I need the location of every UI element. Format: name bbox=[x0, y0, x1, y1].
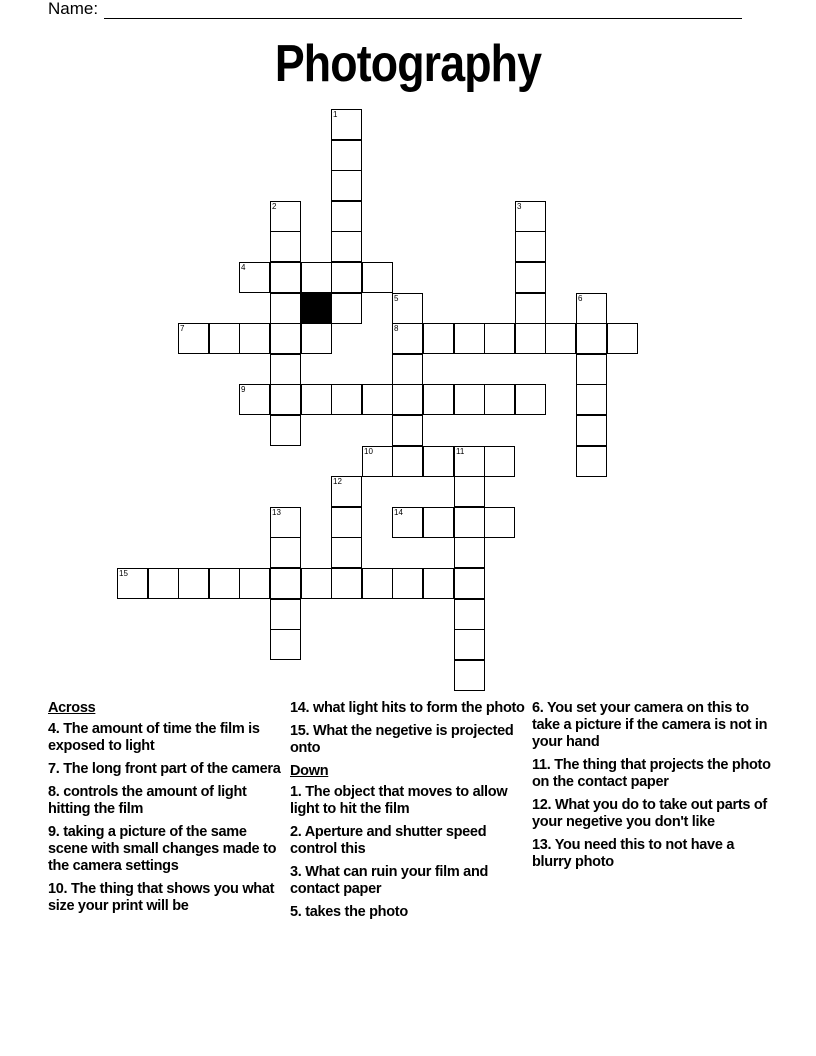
grid-cell[interactable] bbox=[331, 476, 362, 507]
clue-across-9: 9. taking a picture of the same scene with small changes made to the camera settings bbox=[48, 824, 277, 874]
clue-across-7: 7. The long front part of the camera bbox=[48, 761, 281, 777]
grid-cell[interactable] bbox=[270, 201, 301, 232]
grid-cell[interactable] bbox=[239, 262, 270, 293]
clue-down-2: 2. Aperture and shutter speed control this bbox=[290, 824, 487, 857]
grid-cell[interactable] bbox=[576, 293, 607, 324]
grid-cell[interactable] bbox=[392, 507, 423, 538]
grid-cell[interactable] bbox=[270, 354, 301, 385]
grid-cell[interactable] bbox=[454, 476, 485, 507]
clue-number: 6 bbox=[578, 294, 583, 303]
name-label: Name: bbox=[48, 0, 99, 18]
clue-number: 11 bbox=[456, 447, 465, 456]
grid-cell[interactable] bbox=[607, 323, 638, 354]
grid-cell[interactable] bbox=[270, 231, 301, 262]
grid-cell[interactable] bbox=[362, 384, 393, 415]
grid-cell[interactable] bbox=[392, 354, 423, 385]
grid-cell[interactable] bbox=[331, 384, 362, 415]
grid-cell[interactable] bbox=[392, 446, 423, 477]
grid-cell[interactable] bbox=[270, 323, 301, 354]
grid-cell[interactable] bbox=[454, 384, 485, 415]
grid-cell[interactable] bbox=[454, 323, 485, 354]
grid-cell[interactable] bbox=[301, 262, 332, 293]
down-heading: Down bbox=[290, 763, 329, 779]
clue-across-10: 10. The thing that shows you what size your print will be bbox=[48, 881, 275, 914]
grid-cell[interactable] bbox=[423, 323, 454, 354]
grid-cell[interactable] bbox=[270, 568, 301, 599]
clue-down-3: 3. What can ruin your film and contact paper bbox=[290, 864, 489, 897]
grid-cell[interactable] bbox=[454, 507, 485, 538]
grid-cell[interactable] bbox=[392, 293, 423, 324]
grid-cell[interactable] bbox=[515, 231, 546, 262]
grid-cell[interactable] bbox=[515, 384, 546, 415]
grid-cell[interactable] bbox=[576, 384, 607, 415]
clue-down-1: 1. The object that moves to allow light to hit the film bbox=[290, 784, 508, 817]
grid-cell[interactable] bbox=[362, 446, 393, 477]
clue-number: 15 bbox=[119, 569, 128, 578]
grid-cell[interactable] bbox=[484, 446, 515, 477]
grid-cell[interactable] bbox=[576, 354, 607, 385]
grid-cell[interactable] bbox=[576, 415, 607, 446]
clue-number: 8 bbox=[394, 324, 399, 333]
clue-down-11: 11. The thing that projects the photo on the contact paper bbox=[532, 757, 771, 790]
clues-column-3 bbox=[532, 700, 772, 877]
grid-cell[interactable] bbox=[239, 568, 270, 599]
clue-number: 7 bbox=[180, 324, 185, 333]
grid-cell[interactable] bbox=[484, 384, 515, 415]
clues-column-1 bbox=[48, 700, 288, 921]
grid-cell[interactable] bbox=[331, 170, 362, 201]
grid-cell[interactable] bbox=[209, 323, 240, 354]
grid-cell[interactable] bbox=[362, 262, 393, 293]
clue-across-15: 15. What the negetive is projected onto bbox=[290, 723, 514, 756]
grid-cell[interactable] bbox=[270, 629, 301, 660]
clues-column-2 bbox=[290, 700, 530, 927]
grid-cell[interactable] bbox=[392, 415, 423, 446]
clue-down-13: 13. You need this to not have a blurry photo bbox=[532, 837, 735, 870]
grid-cell[interactable] bbox=[270, 415, 301, 446]
grid-cell[interactable] bbox=[331, 537, 362, 568]
grid-cell[interactable] bbox=[301, 323, 332, 354]
clue-number: 4 bbox=[241, 263, 246, 272]
grid-cell[interactable] bbox=[454, 660, 485, 691]
grid-cell-black bbox=[301, 293, 332, 324]
grid-cell[interactable] bbox=[270, 384, 301, 415]
grid-cell[interactable] bbox=[423, 384, 454, 415]
grid-cell[interactable] bbox=[454, 537, 485, 568]
page-title: Photography bbox=[274, 35, 542, 93]
grid-cell[interactable] bbox=[576, 446, 607, 477]
grid-cell[interactable] bbox=[484, 323, 515, 354]
grid-cell[interactable] bbox=[454, 629, 485, 660]
grid-cell[interactable] bbox=[454, 446, 485, 477]
grid-cell[interactable] bbox=[270, 262, 301, 293]
grid-cell[interactable] bbox=[239, 384, 270, 415]
clue-number: 12 bbox=[333, 477, 342, 486]
grid-cell[interactable] bbox=[454, 599, 485, 630]
clue-across-4: 4. The amount of time the film is exposed to light bbox=[48, 721, 260, 754]
grid-cell[interactable] bbox=[270, 599, 301, 630]
grid-cell[interactable] bbox=[148, 568, 179, 599]
clue-number: 10 bbox=[364, 447, 373, 456]
grid-cell[interactable] bbox=[209, 568, 240, 599]
clue-number: 14 bbox=[394, 508, 403, 517]
grid-cell[interactable] bbox=[331, 109, 362, 140]
grid-cell[interactable] bbox=[331, 293, 362, 324]
clue-number: 2 bbox=[272, 202, 277, 211]
grid-cell[interactable] bbox=[301, 568, 332, 599]
grid-cell[interactable] bbox=[576, 323, 607, 354]
grid-cell[interactable] bbox=[331, 568, 362, 599]
grid-cell[interactable] bbox=[454, 568, 485, 599]
grid-cell[interactable] bbox=[423, 446, 454, 477]
grid-cell[interactable] bbox=[331, 262, 362, 293]
grid-cell[interactable] bbox=[270, 537, 301, 568]
grid-cell[interactable] bbox=[423, 507, 454, 538]
grid-cell[interactable] bbox=[545, 323, 576, 354]
clue-number: 9 bbox=[241, 385, 246, 394]
grid-cell[interactable] bbox=[301, 384, 332, 415]
grid-cell[interactable] bbox=[392, 323, 423, 354]
grid-cell[interactable] bbox=[178, 323, 209, 354]
clue-number: 13 bbox=[272, 508, 281, 517]
clue-across-8: 8. controls the amount of light hitting the film bbox=[48, 784, 247, 817]
grid-cell[interactable] bbox=[331, 507, 362, 538]
grid-cell[interactable] bbox=[392, 568, 423, 599]
grid-cell[interactable] bbox=[270, 293, 301, 324]
clue-down-6: 6. You set your camera on this to take a picture if the camera is not in your hand bbox=[532, 700, 768, 750]
grid-cell[interactable] bbox=[331, 201, 362, 232]
grid-cell[interactable] bbox=[117, 568, 148, 599]
grid-cell[interactable] bbox=[392, 384, 423, 415]
grid-cell[interactable] bbox=[515, 293, 546, 324]
grid-cell[interactable] bbox=[362, 568, 393, 599]
clue-number: 3 bbox=[517, 202, 522, 211]
grid-cell[interactable] bbox=[270, 507, 301, 538]
grid-cell[interactable] bbox=[515, 201, 546, 232]
grid-cell[interactable] bbox=[423, 568, 454, 599]
clue-down-12: 12. What you do to take out parts of your negetive you don't like bbox=[532, 797, 767, 830]
grid-cell[interactable] bbox=[331, 231, 362, 262]
clue-across-14: 14. what light hits to form the photo bbox=[290, 700, 525, 716]
clue-number: 1 bbox=[333, 110, 338, 119]
grid-cell[interactable] bbox=[484, 507, 515, 538]
grid-cell[interactable] bbox=[331, 140, 362, 171]
grid-cell[interactable] bbox=[515, 262, 546, 293]
grid-cell[interactable] bbox=[515, 323, 546, 354]
clue-down-5: 5. takes the photo bbox=[290, 904, 408, 920]
clue-number: 5 bbox=[394, 294, 399, 303]
grid-cell[interactable] bbox=[239, 323, 270, 354]
grid-cell[interactable] bbox=[178, 568, 209, 599]
across-heading: Across bbox=[48, 700, 96, 716]
